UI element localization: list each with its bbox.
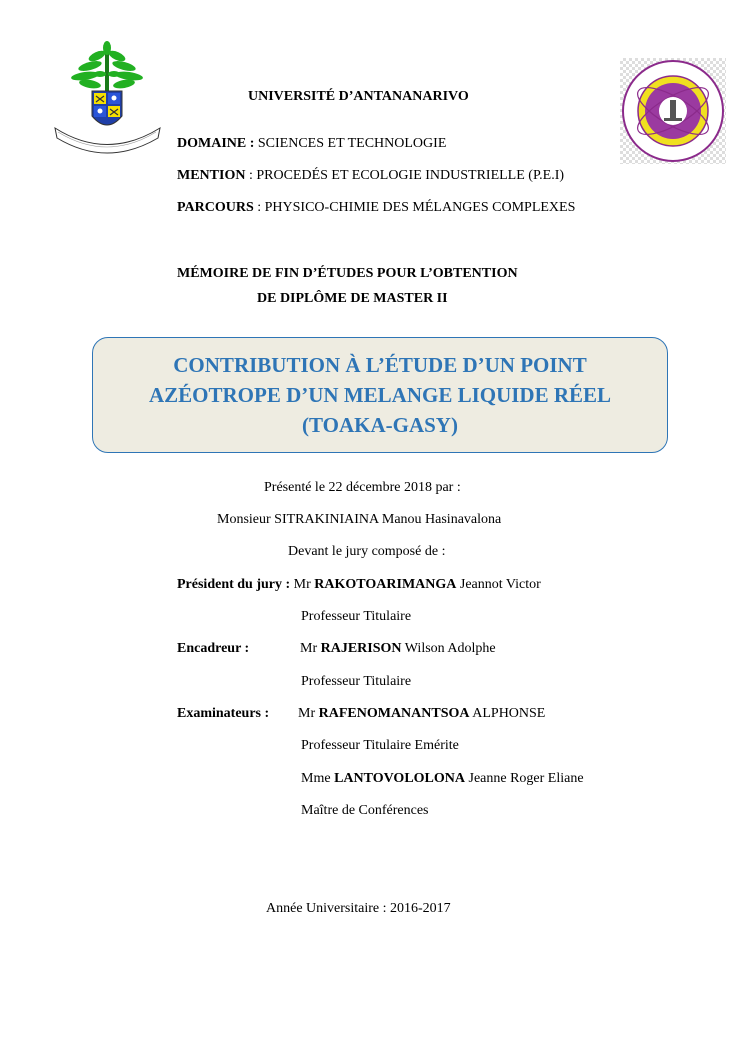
thesis-title-line2: AZÉOTROPE D’UN MELANGE LIQUIDE RÉEL bbox=[148, 383, 612, 407]
jury-examinateur-1 bbox=[298, 706, 545, 722]
encadreur-label: Encadreur : bbox=[177, 641, 250, 656]
exam1-surname: RAFENOMANANTSOA bbox=[318, 706, 470, 721]
thesis-type-line2: DE DIPLÔME DE MASTER II bbox=[257, 291, 448, 306]
president-given-name: Jeannot Victor bbox=[456, 577, 541, 592]
parcours-label: PARCOURS bbox=[177, 200, 254, 215]
presented-date: Présenté le 22 décembre 2018 par : bbox=[264, 480, 461, 495]
parcours-value: : PHYSICO-CHIMIE DES MÉLANGES COMPLEXES bbox=[253, 200, 576, 215]
jury-president bbox=[177, 577, 541, 593]
jury-intro: Devant le jury composé de : bbox=[288, 544, 446, 559]
domaine-label: DOMAINE : bbox=[177, 136, 255, 151]
president-title: Mr bbox=[290, 577, 315, 592]
exam1-title: Mr bbox=[298, 706, 319, 721]
academic-year: Année Universitaire : 2016-2017 bbox=[266, 901, 451, 916]
encadreur-title: Mr bbox=[300, 641, 321, 656]
thesis-title-line1: CONTRIBUTION À L’ÉTUDE D’UN POINT bbox=[173, 353, 587, 377]
exam2-title: Mme bbox=[301, 771, 335, 786]
domaine-value: SCIENCES ET TECHNOLOGIE bbox=[254, 136, 447, 151]
author-name: Monsieur SITRAKINIAINA Manou Hasinavalona bbox=[217, 512, 502, 527]
exam2-given-name: Jeanne Roger Eliane bbox=[465, 771, 584, 786]
jury-examinateur-2 bbox=[301, 771, 584, 787]
exam2-surname: LANTOVOLOLONA bbox=[334, 771, 465, 786]
domaine-line bbox=[177, 136, 446, 152]
thesis-title-box bbox=[92, 337, 668, 453]
president-label: Président du jury : bbox=[177, 577, 291, 592]
encadreur-given-name: Wilson Adolphe bbox=[401, 641, 496, 656]
university-name: UNIVERSITÉ D’ANTANANARIVO bbox=[248, 89, 469, 104]
mention-label: MENTION bbox=[177, 168, 246, 183]
thesis-title-line3: (TOAKA-GASY) bbox=[302, 413, 458, 437]
exam1-rank: Professeur Titulaire Emérite bbox=[301, 738, 459, 753]
encadreur-surname: RAJERISON bbox=[320, 641, 402, 656]
president-surname: RAKOTOARIMANGA bbox=[314, 577, 457, 592]
exam2-rank: Maître de Conférences bbox=[301, 803, 429, 818]
jury-encadreur bbox=[300, 641, 496, 657]
thesis-type-line1: MÉMOIRE DE FIN D’ÉTUDES POUR L’OBTENTION bbox=[177, 266, 518, 281]
encadreur-rank: Professeur Titulaire bbox=[301, 674, 412, 689]
examinateurs-label: Examinateurs : bbox=[177, 706, 270, 721]
mention-value: : PROCEDÉS ET ECOLOGIE INDUSTRIELLE (P.E.I) bbox=[245, 168, 565, 183]
president-rank: Professeur Titulaire bbox=[301, 609, 412, 624]
parcours-line bbox=[177, 200, 575, 216]
university-emblem-icon bbox=[50, 36, 165, 166]
exam1-given-name: ALPHONSE bbox=[469, 706, 546, 721]
faculty-seal-icon bbox=[620, 58, 726, 164]
mention-line bbox=[177, 168, 564, 184]
